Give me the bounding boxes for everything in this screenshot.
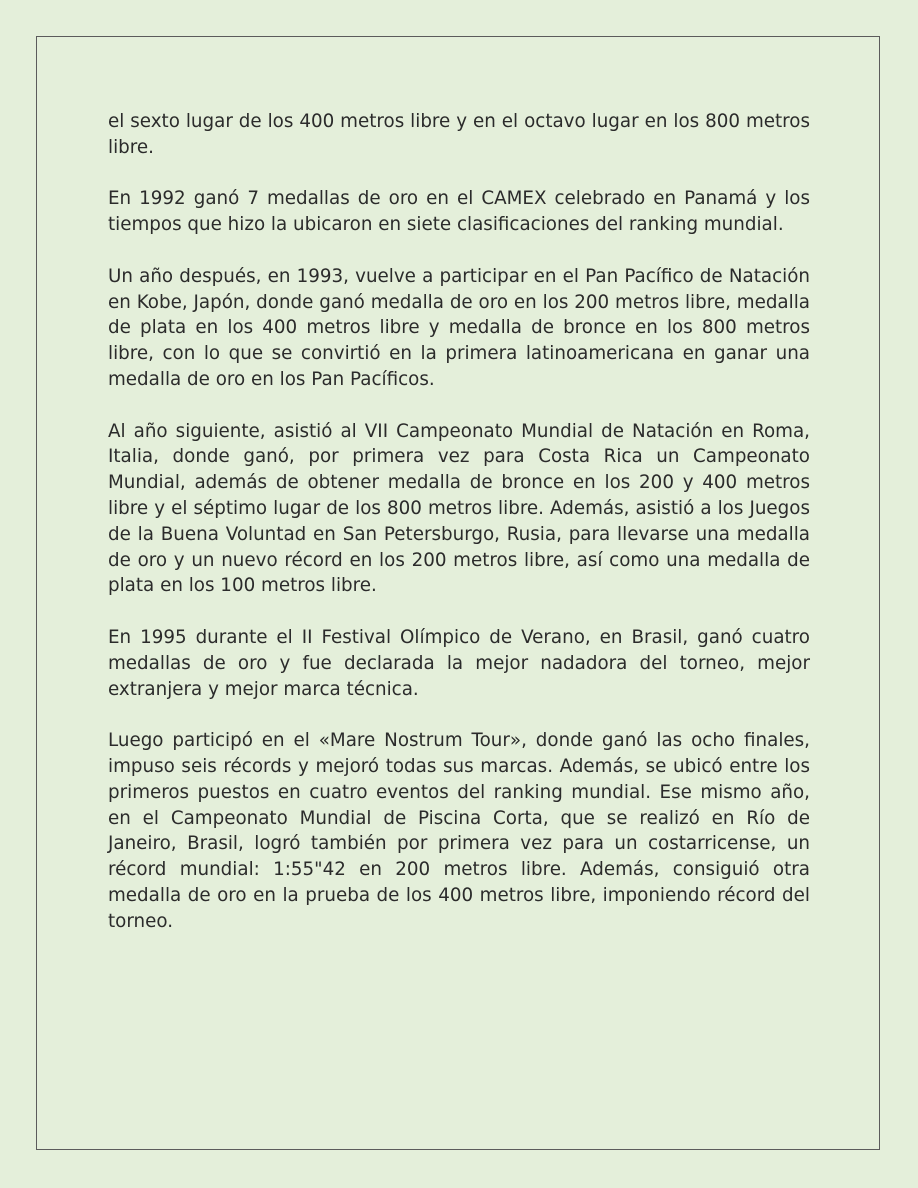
paragraph: Un año después, en 1993, vuelve a participar en el Pan Pacífico de Natación en Kobe, Japón, donde ganó medalla de oro en los 200 metros libre, medalla de plata en los 400 metros libre y medalla de bronce en los 800 metros libre, con lo que se convirtió en la primera latinoamericana en ganar una medalla de oro en los Pan Pacíficos. [108,265,810,390]
document-body [108,109,810,960]
paragraph: Luego participó en el «Mare Nostrum Tour», donde ganó las ocho finales, impuso seis récords y mejoró todas sus marcas. Además, se ubicó entre los primeros puestos en cuatro eventos del ranking mundial. Ese mismo año, en el Campeonato Mundial de Piscina Corta, que se realizó en Río de Janeiro, Brasil, logró también por primera vez para un costarricense, un récord mundial: 1:55"42 en 200 metros libre. Además, consiguió otra medalla de oro en la prueba de los 400 metros libre, imponiendo récord del torneo. [108,730,810,932]
paragraph: En 1995 durante el II Festival Olímpico de Verano, en Brasil, ganó cuatro medallas de oro y fue declarada la mejor nadadora del torneo, mejor extranjera y mejor marca técnica. [108,626,810,700]
paragraph: En 1992 ganó 7 medallas de oro en el CAMEX celebrado en Panamá y los tiempos que hizo la ubicaron en siete clasificaciones del ranking mundial. [108,188,810,236]
paragraph: Al año siguiente, asistió al VII Campeonato Mundial de Natación en Roma, Italia, donde ganó, por primera vez para Costa Rica un Campeonato Mundial, además de obtener medalla de bronce en los 200 y 400 metros libre y el séptimo lugar de los 800 metros libre. Además, asistió a los Juegos de la Buena Voluntad en San Petersburgo, Rusia, para llevarse una medalla de oro y un nuevo récord en los 200 metros libre, así como una medalla de plata en los 100 metros libre. [108,420,810,597]
paragraph: el sexto lugar de los 400 metros libre y en el octavo lugar en los 800 metros libre. [108,111,810,158]
